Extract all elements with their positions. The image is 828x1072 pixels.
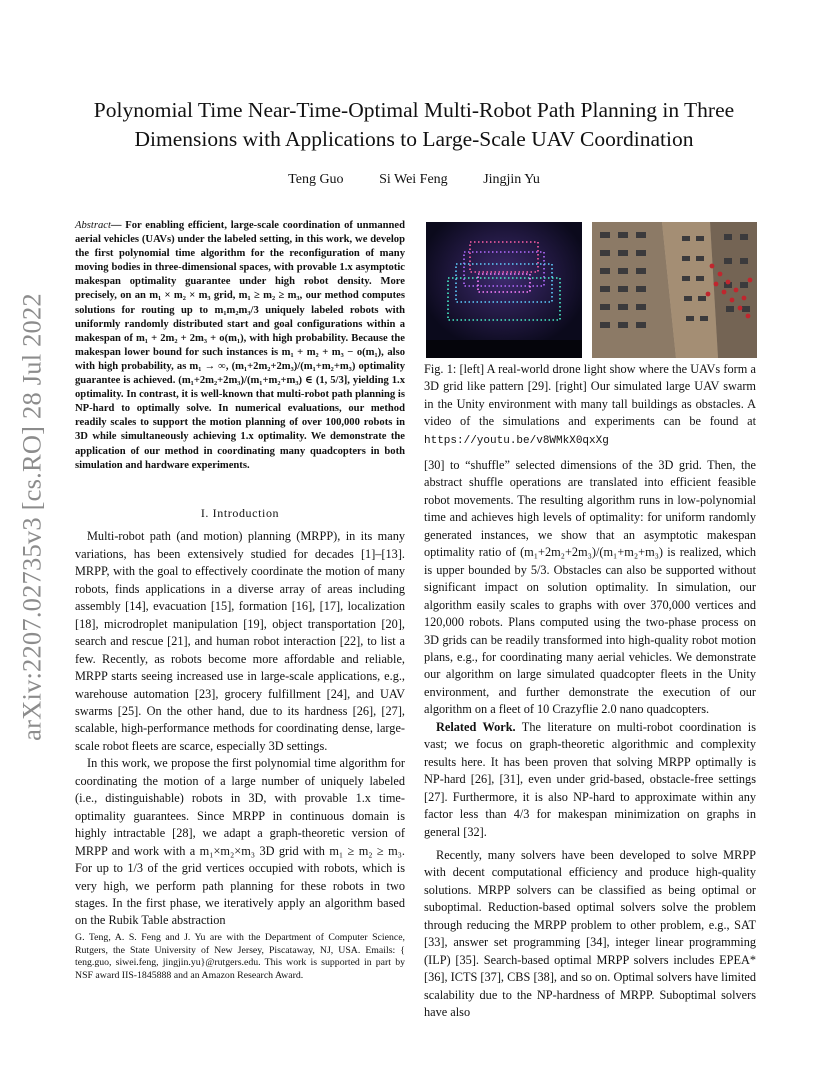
drone-light-show-image — [426, 222, 582, 358]
section-heading: I. Introduction — [200, 506, 280, 520]
video-link[interactable]: https://youtu.be/v8WMkX0qxXg — [424, 434, 609, 447]
left-column — [75, 505, 405, 930]
title-line-2: Dimensions with Applications to Large-Scale UAV Coordination — [134, 127, 694, 151]
abstract-label: Abstract — [75, 220, 111, 231]
footnote: G. Teng, A. S. Feng and J. Yu are with the Department of Computer Science, Rutgers, the State University of New Jersey, Piscataway, NJ, USA. Emails: { teng.guo, siwei.feng, jingjin.yu}@rutgers.edu. This work is supported in part by NSF award IIS-1845888 and an Amazon Research Award. — [75, 932, 405, 982]
right-paragraph-1: [30] to “shuffle” selected dimensions of the 3D grid. Then, the abstract shuffle operations are translated into efficient feasible robot movements. The resulting algorithm runs in low-polynomial time and achieves high levels of optimality: for uniform randomly generated instances, we show that an asymptotic makespan optimality ratio of (m₁+2m₂+2m₃)/(m₁+m₂+m₃) is realized, which is upper bounded by 5/3. Obstacles can also be supported without significant impact on solution optimality. In simulation, our algorithm easily scales to graphs with over 370,000 vertices and 120,000 robots. Plans computed using the two-phase process on 3D grids can be readily transformed into high-quality robot motion plans, e.g., for coordinating many aerial vehicles. We demonstrate our algorithm on large simulated quadcopter fleets in the Unity environment, and further demonstrate the execution of our algorithm on a fleet of 10 Crazyflie 2.0 nano quadcopters. — [424, 458, 756, 717]
simulated-uav-swarm-image — [592, 222, 757, 358]
intro-paragraph-1: Multi-robot path (and motion) planning (MRPP), in its many variations, has been extensively studied for decades [1]–[13]. MRPP, with the goal to effectively coordinate the motion of many robots, finds applications in a diverse array of areas including assembly [14], evacuation [15], formation [16], [17], localization [18], microdroplet manipulation [19], object transportation [20], search and rescue [21], and human robot interaction [22], to list a few. Recently, as robots become more affordable and reliable, MRPP starts seeing increased use in large-scale applications, e.g., warehouse automation [23], grocery fulfillment [24], and UAV swarms [25]. On the other hand, due to its hardness [26], [27], scalable, high-performance methods for coordinating dense, large-scale robot fleets are scarce, especially 3D settings. — [75, 529, 405, 753]
abstract — [75, 219, 405, 473]
abstract-text: — For enabling efficient, large-scale coordination of unmanned aerial vehicles (UAVs) under the labeled setting, in this work, we develop the first polynomial time algorithm for the reconfiguration of many moving bodies in three-dimensional spaces, with provable 1.x asymptotic makespan optimality guarantee under high robot density. More precisely, on an m₁ × m₂ × m₃ grid, m₁ ≥ m₂ ≥ m₃, our method computes solutions for routing up to m₁m₂m₃/3 uniquely labeled robots with uniformly randomly distributed start and goal configurations within a makespan of m₁ + 2m₂ + 2m₃ + o(m₁), with high probability. Because the makespan lower bound for such instances is m₁ + m₂ + m₃ − o(m₁), also with high probability, as m₁ → ∞, (m₁+2m₂+2m₃)/(m₁+m₂+m₃) optimality guarantee is achieved. (m₁+2m₂+2m₃)/(m₁+m₂+m₃) ∈ (1, 5/3], yielding 1.x optimality. In contrast, it is well-known that multi-robot path planning is NP-hard to optimally solve. In numerical evaluations, our method readily scales to support the motion planning of over 100,000 robots in 3D while simultaneously achieving 1.x optimality. We demonstrate the application of our method in coordinating many quadcopters in both simulation and hardware experiments. — [75, 220, 405, 471]
figure-caption — [424, 361, 756, 450]
title-line-1: Polynomial Time Near-Time-Optimal Multi-Robot Path Planning in Three — [93, 98, 735, 122]
right-column — [424, 457, 756, 1022]
related-work-label: Related Work. — [436, 719, 516, 734]
related-work-text: The literature on multi-robot coordination is vast; we focus on graph-theoretic algorithmic and complexity results here. It has been proven that solving MRPP optimally is NP-hard [26], [31], even under grid-based, obstacle-free settings [27]. Furthermore, it is also NP-hard to approximate within any factor less than 4/3 for makespan minimization on graphs in general [32]. — [424, 719, 756, 839]
arxiv-sidebar-stamp — [14, 282, 50, 752]
author-3: Jingjin Yu — [483, 172, 540, 187]
caption-text: Fig. 1: [left] A real-world drone light show where the UAVs form a 3D grid like pattern [29]. [right] Our simulated large UAV swarm in the Unity environment with many tall buildings as obstacles. A video of the simulations and experiments can be found at — [424, 362, 756, 429]
intro-paragraph-2: In this work, we propose the first polynomial time algorithm for coordinating the motion of a large number of uniquely labeled (i.e., distinguishable) robots in 3D, with provable 1.x time-optimality guarantees. Since MRPP in continuous domain is highly intractable [28], we adapt a graph-theoretic version of MRPP and work with a m₁×m₂×m₃ 3D grid with m₁ ≥ m₂ ≥ m₃. For up to 1/3 of the grid vertices occupied with robots, which is very high, we perform path planning for these robots in two stages. In the first phase, we iteratively apply an algorithm based on the Rubik Table abstraction — [75, 756, 405, 928]
related-work-paragraph — [424, 719, 756, 841]
right-paragraph-3: Recently, many solvers have been developed to solve MRPP with decent computational efficiency and produce high-quality solutions. MRPP solvers can be classified as being optimal or suboptimal. Reduction-based optimal solvers solve the problem through reducing the MRPP problem to other problem, e.g., SAT [33], answer set programming [34], integer linear programming (ILP) [35]. Search-based optimal MRPP solvers includes EPEA* [36], ICTS [37], CBS [38], and so on. Optimal solvers have limited scalability due to the NP-hardness of MRPP. Suboptimal solvers have also — [424, 847, 756, 1020]
arxiv-id: arXiv:2207.02735v3 [cs.RO] 28 Jul 2022 — [16, 293, 47, 741]
author-list — [0, 172, 828, 188]
author-2: Si Wei Feng — [379, 172, 448, 187]
author-1: Teng Guo — [288, 172, 344, 187]
paper-title — [70, 96, 758, 154]
